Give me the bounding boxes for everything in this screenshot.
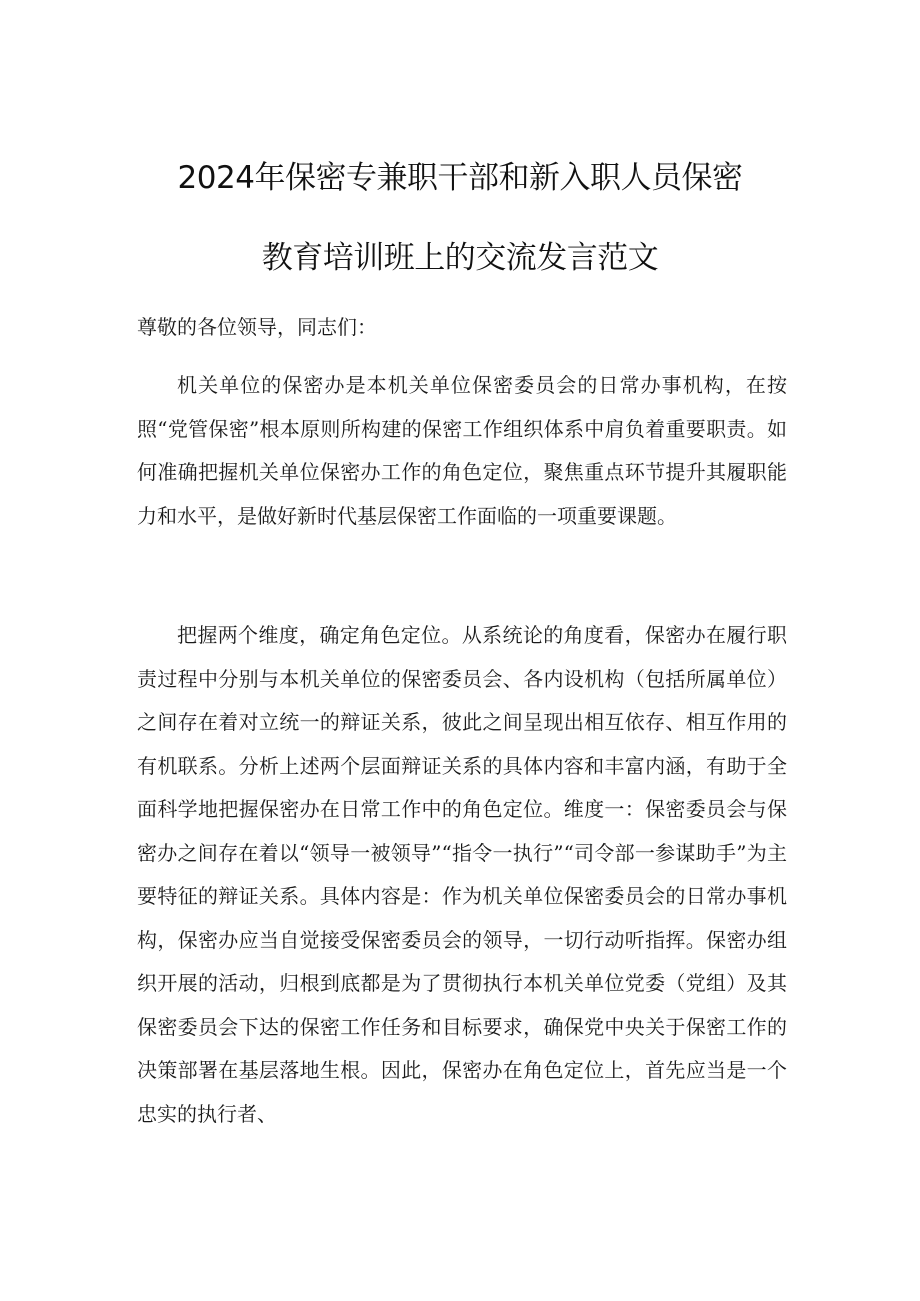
paragraph-1: 机关单位的保密办是本机关单位保密委员会的日常办事机构，在按照“党管保密”根本原则所构建的保密工作组织体系中肩负着重要职责。如何准确把握机关单位保密办工作的角色定位，聚焦重点环节提升其履职能力和水平，是做好新时代基层保密工作面临的一项重要课题。 <box>137 373 787 528</box>
paragraph-2: 把握两个维度，确定角色定位。从系统论的角度看，保密办在履行职责过程中分别与本机关单位的保密委员会、各内设机构（包括所属单位）之间存在着对立统一的辩证关系，彼此之间呈现出相互依存、相互作用的有机联系。分析上述两个层面辩证关系的具体内容和丰富内涵，有助于全面科学地把握保密办在日常工作中的角色定位。维度一：保密委员会与保密办之间存在着以“领导一被领导”“指令一执行”“司令部一参谋助手”为主要特征的辩证关系。具体内容是：作为机关单位保密委员会的日常办事机构，保密办应当自觉接受保密委员会的领导，一切行动听指挥。保密办组织开展的活动，归根到底都是为了贯彻执行本机关单位党委（党组）及其保密委员会下达的保密工作任务和目标要求，确保党中央关于保密工作的决策部署在基层落地生根。因此，保密办在角色定位上，首先应当是一个忠实的执行者、 <box>137 623 787 1126</box>
document-title-line-1: 2024年保密专兼职干部和新入职人员保密 <box>177 160 743 196</box>
document-title-line-2: 教育培训班上的交流发言范文 <box>261 240 659 276</box>
salutation: 尊敬的各位领导，同志们： <box>137 315 377 339</box>
